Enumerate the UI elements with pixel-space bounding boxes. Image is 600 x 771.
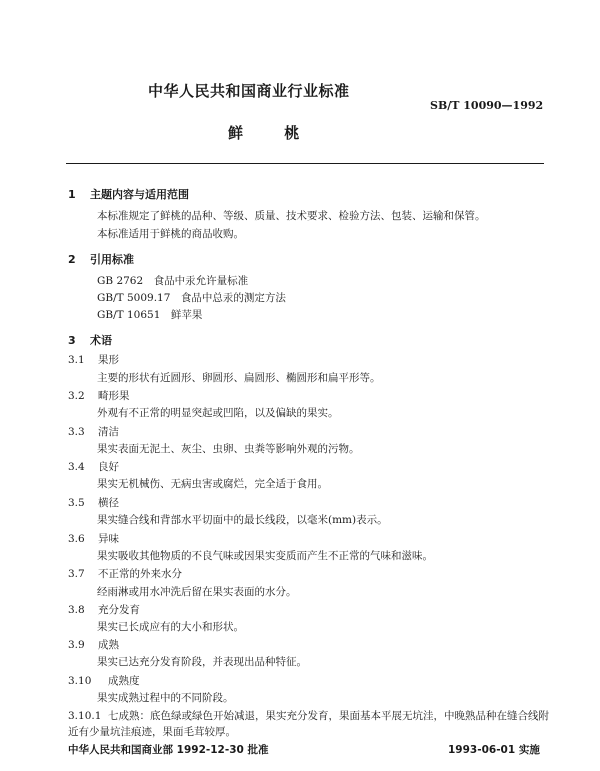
term-name: 成熟 (98, 639, 119, 651)
section-1-paragraph-1: 本标准规定了鲜桃的品种、等级、质量、技术要求、检验方法、包装、运输和保管。 (97, 210, 486, 222)
term-definition: 主要的形状有近圆形、卵圆形、扁圆形、椭圆形和扁平形等。 (97, 372, 381, 384)
term-heading (68, 637, 119, 652)
term-number: 3.8 (68, 604, 85, 616)
term-definition: 外观有不正常的明显突起或凹陷，以及偏缺的果实。 (97, 407, 339, 419)
approval-statement: 中华人民共和国商业部 1992-12-30 批准 (68, 744, 269, 756)
document-title: 鲜 桃 (228, 124, 318, 142)
subterm-3-10-1-continued: 近有少量坑洼痕迹，果面毛茸较厚。 (68, 726, 236, 738)
standard-code: SB/T 10090—1992 (430, 99, 544, 112)
subterm-line-1: 七成熟：底色绿或绿色开始减退，果实充分发育，果面基本平展无坑洼，中晚熟品种在缝合线附 (108, 710, 549, 722)
term-heading (68, 388, 130, 403)
reference-item: GB/T 10651 鲜苹果 (97, 309, 203, 321)
issuer-title: 中华人民共和国商业行业标准 (148, 82, 350, 100)
section-1-paragraph-2: 本标准适用于鲜桃的商品收购。 (97, 228, 244, 240)
term-definition: 果实表面无泥土、灰尘、虫卵、虫粪等影响外观的污物。 (97, 443, 360, 455)
term-name: 异味 (98, 533, 119, 545)
term-name: 成熟度 (108, 675, 140, 687)
term-name: 畸形果 (98, 390, 130, 402)
term-definition: 经雨淋或用水冲洗后留在果实表面的水分。 (97, 586, 297, 598)
term-number: 3.3 (68, 426, 85, 438)
section-1-number: 1 (68, 188, 76, 201)
term-definition: 果实缝合线和背部水平切面中的最长线段，以毫米(mm)表示。 (97, 514, 388, 526)
reference-item: GB 2762 食品中汞允许量标准 (97, 275, 249, 287)
term-name: 充分发育 (98, 604, 140, 616)
term-name: 清洁 (98, 426, 119, 438)
term-heading (68, 495, 119, 510)
term-heading (68, 531, 119, 546)
term-definition: 果实已长成应有的大小和形状。 (97, 621, 244, 633)
term-definition: 果实吸收其他物质的不良气味或因果实变质而产生不正常的气味和滋味。 (97, 550, 433, 562)
term-number: 3.4 (68, 461, 85, 473)
term-definition: 果实成熟过程中的不同阶段。 (97, 692, 234, 704)
section-1-heading (68, 186, 189, 202)
section-3-title: 术语 (90, 334, 112, 347)
term-number: 3.9 (68, 639, 85, 651)
section-3-heading (68, 332, 112, 348)
term-number: 3.5 (68, 497, 85, 509)
term-heading (68, 352, 119, 367)
term-heading (68, 673, 140, 688)
subterm-3-10-1 (68, 708, 549, 723)
term-number: 3.6 (68, 533, 85, 545)
reference-item: GB/T 5009.17 食品中总汞的测定方法 (97, 292, 286, 304)
section-2-heading (68, 251, 134, 267)
term-heading (68, 459, 119, 474)
section-3-number: 3 (68, 334, 76, 347)
term-number: 3.10 (68, 675, 92, 687)
term-number: 3.7 (68, 568, 85, 580)
section-1-title: 主题内容与适用范围 (90, 188, 189, 201)
header-rule (66, 163, 544, 164)
term-number: 3.1 (68, 354, 85, 366)
term-heading (68, 566, 182, 581)
section-2-number: 2 (68, 253, 76, 266)
term-name: 良好 (98, 461, 119, 473)
term-number: 3.2 (68, 390, 85, 402)
term-name: 果形 (98, 354, 119, 366)
section-2-title: 引用标准 (90, 253, 134, 266)
term-heading (68, 602, 140, 617)
term-name: 不正常的外来水分 (98, 568, 182, 580)
term-heading (68, 424, 119, 439)
effective-date: 1993-06-01 实施 (448, 744, 540, 756)
term-definition: 果实无机械伤、无病虫害或腐烂，完全适于食用。 (97, 478, 328, 490)
term-definition: 果实已达充分发育阶段，并表现出品种特征。 (97, 656, 307, 668)
subterm-number: 3.10.1 (68, 710, 102, 722)
term-name: 横径 (98, 497, 119, 509)
